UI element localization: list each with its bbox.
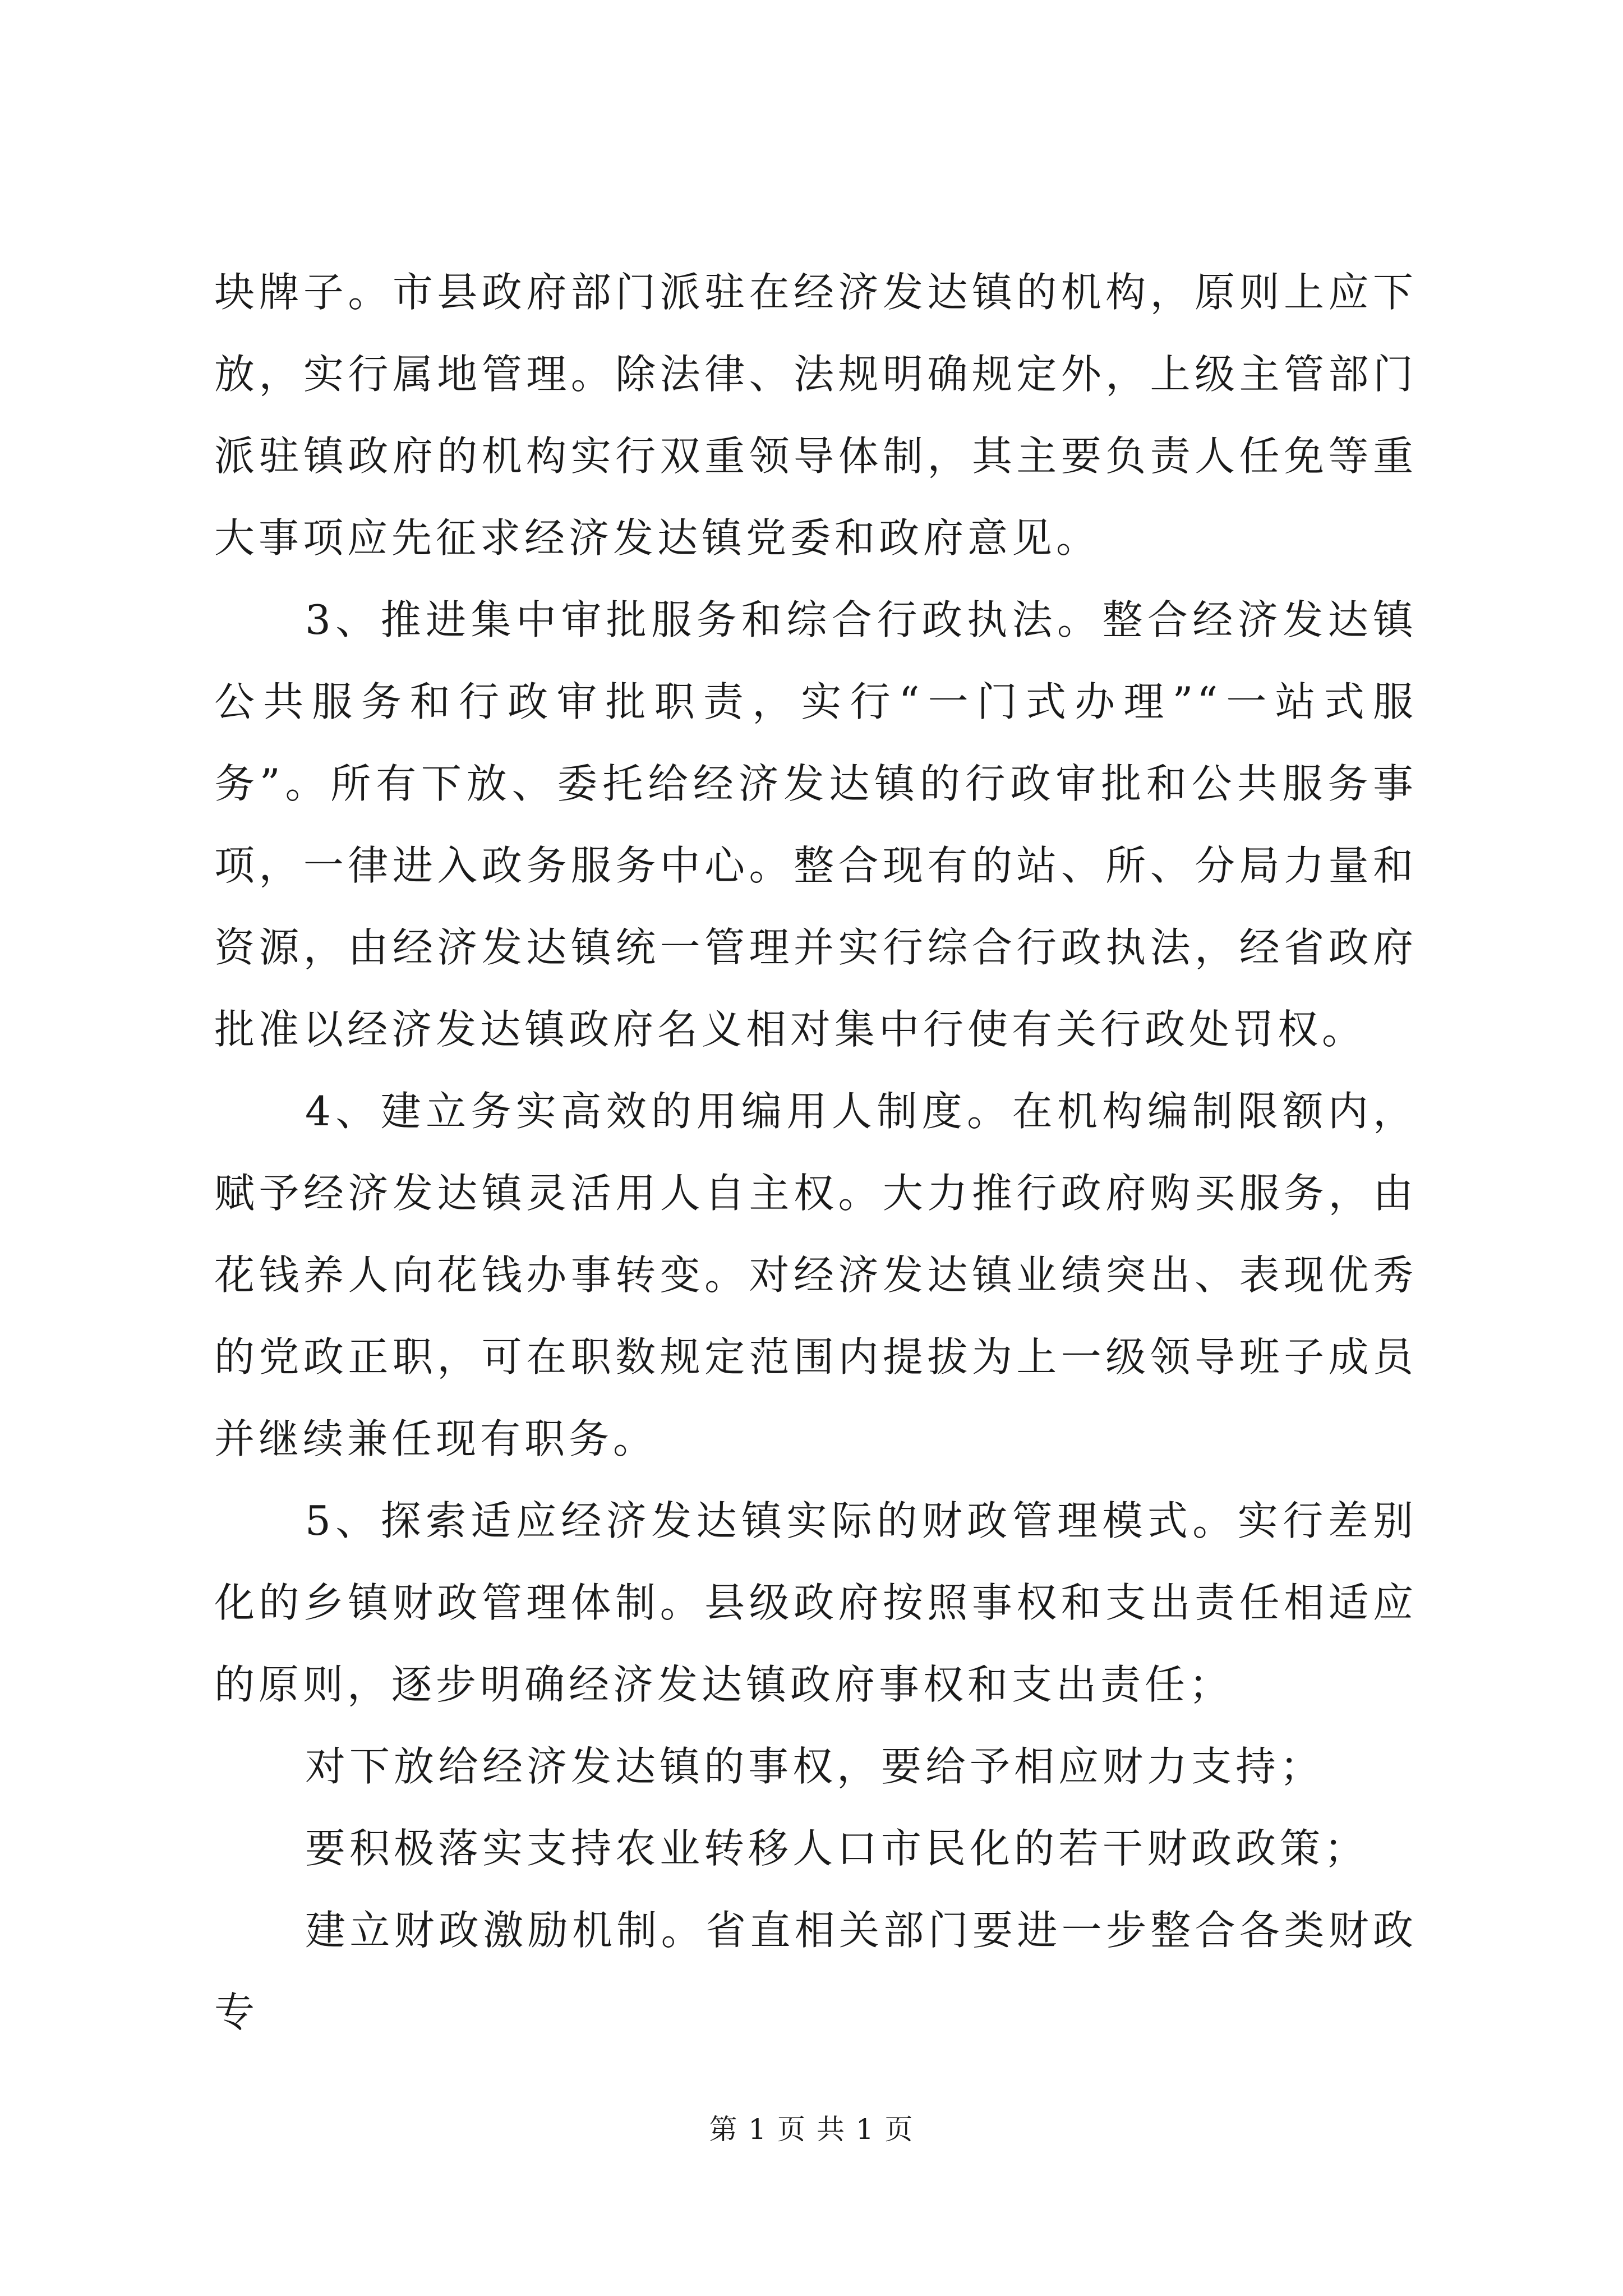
document-body (214, 251, 1417, 2053)
page-footer: 第 1 页 共 1 页 (709, 2113, 914, 2146)
paragraph-fiscal-policy: 要积极落实支持农业转移人口市民化的若干财政政策； (305, 1825, 1369, 1872)
paragraph-continuation: 块牌子。市县政府部门派驻在经济发达镇的机构，原则上应下放，实行属地管理。除法律、法规明确规定外，上级主管部门派驻镇政府的机构实行双重领导体制，其主要负责人任免等重大事项应先征求经济发达镇党委和政府意见。 (214, 269, 1417, 562)
paragraph-fiscal-support: 对下放给经济发达镇的事权，要给予相应财力支持； (305, 1743, 1325, 1790)
paragraph-item-5: 5、探索适应经济发达镇实际的财政管理模式。实行差别化的乡镇财政管理体制。县级政府按照事权和支出责任相适应的原则，逐步明确经济发达镇政府事权和支出责任； (214, 1497, 1417, 1708)
paragraph-item-3: 3、推进集中审批服务和综合行政执法。整合经济发达镇公共服务和行政审批职责，实行“一门式办理”“一站式服务”。所有下放、委托给经济发达镇的行政审批和公共服务事项，一律进入政务服务中心。整合现有的站、所、分局力量和资源，由经济发达镇统一管理并实行综合行政执法，经省政府批准以经济发达镇政府名义相对集中行使有关行政处罚权。 (214, 596, 1417, 1053)
paragraph-fiscal-incentive: 建立财政激励机制。省直相关部门要进一步整合各类财政专 (214, 1907, 1417, 2036)
paragraph-item-4: 4、建立务实高效的用编用人制度。在机构编制限额内，赋予经济发达镇灵活用人自主权。大力推行政府购买服务，由花钱养人向花钱办事转变。对经济发达镇业绩突出、表现优秀的党政正职，可在职数规定范围内提拔为上一级领导班子成员并继续兼任现有职务。 (214, 1088, 1417, 1462)
